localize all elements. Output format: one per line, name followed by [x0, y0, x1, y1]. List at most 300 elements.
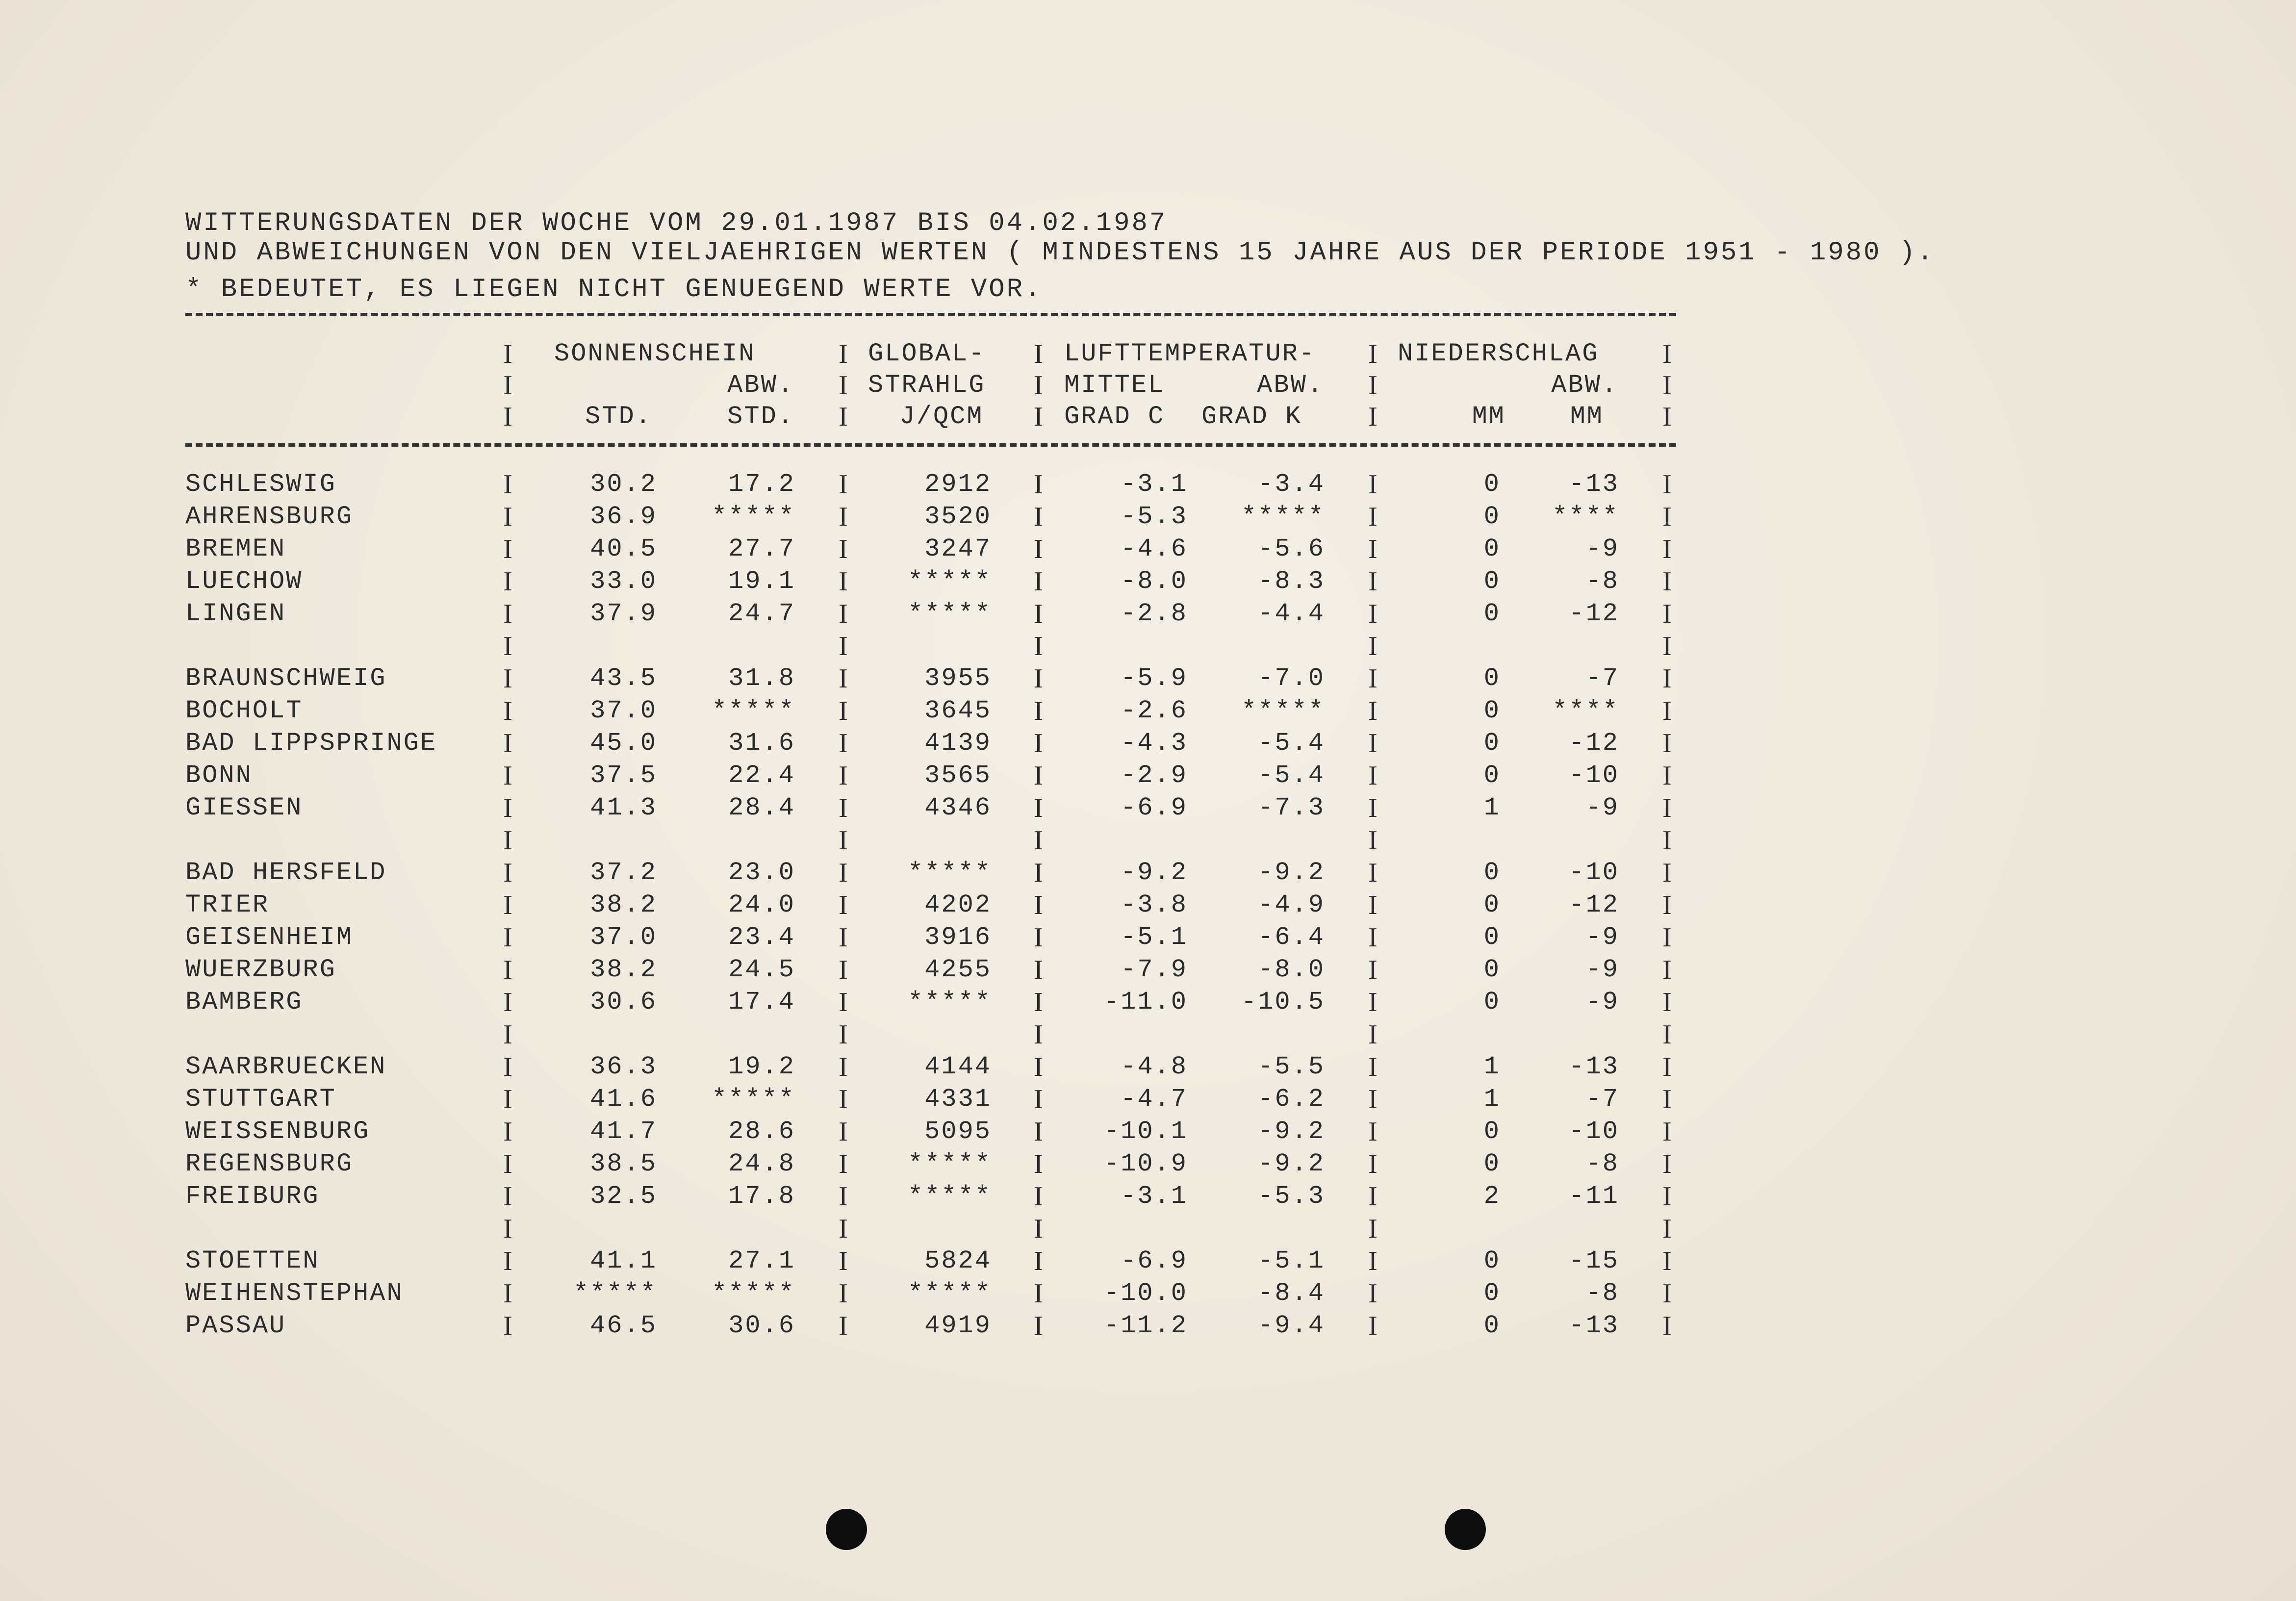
row-separator: I [503, 728, 514, 759]
global-radiation: 4139 [924, 729, 992, 758]
row-separator: I [839, 663, 849, 694]
row-separator: I [503, 469, 514, 500]
row-separator: I [1662, 566, 1673, 597]
row-separator: I [1034, 534, 1045, 564]
row-separator: I [1662, 502, 1673, 532]
sun-hours: 37.2 [590, 858, 657, 887]
row-separator: I [1034, 1278, 1045, 1309]
header-separator: I [839, 339, 849, 369]
row-separator: I [1368, 922, 1379, 953]
row-separator: I [1662, 858, 1673, 888]
row-separator: I [839, 502, 849, 532]
row-separator: I [503, 663, 514, 694]
precipitation: 0 [1483, 1279, 1501, 1308]
sun-hours: 32.5 [590, 1182, 657, 1211]
global-radiation: ***** [907, 599, 992, 628]
temp-mean: -5.3 [1121, 502, 1188, 531]
row-separator: I [839, 922, 849, 953]
station-name: TRIER [185, 890, 270, 919]
header-separator: I [1662, 370, 1673, 401]
row-separator: I [839, 1149, 849, 1179]
row-separator: I [503, 1149, 514, 1179]
row-separator: I [1034, 922, 1045, 953]
row-separator: I [839, 1117, 849, 1147]
row-separator: I [839, 955, 849, 985]
blank-row-separator: I [503, 1214, 514, 1244]
sun-hours: 37.5 [590, 761, 657, 790]
station-name: STUTTGART [185, 1085, 336, 1114]
sun-hours: 30.2 [590, 470, 657, 499]
temp-deviation: -5.4 [1258, 761, 1325, 790]
header-separator: I [1034, 402, 1045, 432]
global-radiation: 4202 [924, 890, 992, 919]
row-separator: I [503, 599, 514, 629]
precipitation-deviation: -12 [1569, 599, 1619, 628]
temp-deviation: -5.6 [1258, 534, 1325, 563]
sun-deviation: ***** [711, 1279, 795, 1308]
header-separator: I [1368, 402, 1379, 432]
row-separator: I [1368, 1311, 1379, 1341]
global-radiation: 3565 [924, 761, 992, 790]
blank-row-separator: I [1368, 1019, 1379, 1050]
global-radiation: ***** [907, 567, 992, 596]
header-sonnenschein: SONNENSCHEIN [554, 339, 756, 368]
row-separator: I [1662, 955, 1673, 985]
temp-mean: -2.9 [1121, 761, 1188, 790]
row-separator: I [1034, 566, 1045, 597]
row-separator: I [1034, 1246, 1045, 1276]
station-name: PASSAU [185, 1311, 286, 1340]
header-rule [185, 443, 1676, 447]
precipitation-deviation: -8 [1585, 1149, 1619, 1178]
blank-row-separator: I [1662, 1019, 1673, 1050]
row-separator: I [1662, 922, 1673, 953]
sun-deviation: 27.1 [728, 1246, 795, 1275]
row-separator: I [503, 566, 514, 597]
temp-deviation: -7.3 [1258, 793, 1325, 822]
header-nied-abw: ABW. [1551, 371, 1618, 400]
row-separator: I [1368, 987, 1379, 1017]
row-separator: I [1034, 987, 1045, 1017]
temp-mean: -7.9 [1121, 955, 1188, 984]
precipitation: 0 [1483, 696, 1501, 725]
header-strahlg: STRAHLG [868, 371, 986, 400]
temp-deviation: -3.4 [1258, 470, 1325, 499]
precipitation-deviation: -12 [1569, 890, 1619, 919]
sun-hours: 45.0 [590, 729, 657, 758]
sun-hours: 38.2 [590, 955, 657, 984]
row-separator: I [1034, 793, 1045, 823]
row-separator: I [839, 987, 849, 1017]
row-separator: I [1662, 599, 1673, 629]
blank-row-separator: I [503, 1019, 514, 1050]
row-separator: I [1034, 502, 1045, 532]
station-name: BAD HERSFELD [185, 858, 387, 887]
row-separator: I [1034, 955, 1045, 985]
sun-hours: 40.5 [590, 534, 657, 563]
row-separator: I [1662, 1278, 1673, 1309]
row-separator: I [1368, 599, 1379, 629]
header-separator: I [1034, 370, 1045, 401]
header-nied-abw-unit: MM [1570, 402, 1604, 431]
station-name: BOCHOLT [185, 696, 303, 725]
row-separator: I [1662, 696, 1673, 726]
precipitation-deviation: -13 [1569, 1052, 1619, 1081]
precipitation-deviation: -12 [1569, 729, 1619, 758]
temp-deviation: -5.3 [1258, 1182, 1325, 1211]
precipitation: 0 [1483, 955, 1501, 984]
station-name: LINGEN [185, 599, 286, 628]
precipitation-deviation: -10 [1569, 1117, 1619, 1146]
title-line-1: WITTERUNGSDATEN DER WOCHE VOM 29.01.1987 BIS 04.02.1987 [185, 208, 1168, 238]
temp-deviation: -10.5 [1241, 988, 1325, 1017]
row-separator: I [1368, 696, 1379, 726]
station-name: LUECHOW [185, 567, 303, 596]
row-separator: I [1662, 1149, 1673, 1179]
temp-deviation: -9.2 [1258, 1117, 1325, 1146]
temp-mean: -3.1 [1121, 1182, 1188, 1211]
temp-deviation: -5.5 [1258, 1052, 1325, 1081]
row-separator: I [839, 1246, 849, 1276]
sun-deviation: 23.4 [728, 923, 795, 952]
temp-mean: -4.3 [1121, 729, 1188, 758]
temp-deviation: -8.3 [1258, 567, 1325, 596]
temp-mean: -6.9 [1121, 1246, 1188, 1275]
temp-deviation: -7.0 [1258, 664, 1325, 693]
precipitation: 0 [1483, 470, 1501, 499]
blank-row-separator: I [1034, 1019, 1045, 1050]
row-separator: I [1368, 955, 1379, 985]
station-name: WUERZBURG [185, 955, 336, 984]
temp-mean: -4.7 [1121, 1085, 1188, 1114]
sun-deviation: 28.6 [728, 1117, 795, 1146]
station-name: GEISENHEIM [185, 923, 354, 952]
global-radiation: 2912 [924, 470, 992, 499]
blank-row-separator: I [1662, 825, 1673, 856]
temp-mean: -11.2 [1103, 1311, 1188, 1340]
row-separator: I [1368, 469, 1379, 500]
sun-deviation: 31.6 [728, 729, 795, 758]
temp-mean: -10.9 [1103, 1149, 1188, 1178]
row-separator: I [839, 1052, 849, 1082]
precipitation: 0 [1483, 1246, 1501, 1275]
sun-deviation: 22.4 [728, 761, 795, 790]
precipitation: 0 [1483, 1149, 1501, 1178]
punch-hole-right [1445, 1509, 1486, 1550]
sun-deviation: 24.7 [728, 599, 795, 628]
row-separator: I [1368, 1084, 1379, 1115]
sun-hours: 38.5 [590, 1149, 657, 1178]
blank-row-separator: I [839, 1214, 849, 1244]
blank-row-separator: I [1368, 1214, 1379, 1244]
row-separator: I [1662, 890, 1673, 920]
row-separator: I [503, 1084, 514, 1115]
row-separator: I [1368, 793, 1379, 823]
row-separator: I [1368, 890, 1379, 920]
precipitation-deviation: -9 [1585, 793, 1619, 822]
precipitation-deviation: -8 [1585, 1279, 1619, 1308]
row-separator: I [1034, 1117, 1045, 1147]
station-name: STOETTEN [185, 1246, 320, 1275]
station-name: BAMBERG [185, 988, 303, 1017]
sun-hours: 37.0 [590, 696, 657, 725]
row-separator: I [1368, 502, 1379, 532]
sun-hours: 41.7 [590, 1117, 657, 1146]
header-sun-abw: ABW. [727, 371, 794, 400]
temp-mean: -3.8 [1121, 890, 1188, 919]
precipitation: 0 [1483, 890, 1501, 919]
row-separator: I [1662, 1246, 1673, 1276]
station-name: WEIHENSTEPHAN [185, 1279, 404, 1308]
precipitation: 0 [1483, 664, 1501, 693]
row-separator: I [1034, 599, 1045, 629]
header-abw-unit: GRAD K [1201, 402, 1302, 431]
row-separator: I [839, 793, 849, 823]
row-separator: I [839, 1084, 849, 1115]
station-name: AHRENSBURG [185, 502, 354, 531]
temp-mean: -4.8 [1121, 1052, 1188, 1081]
row-separator: I [503, 1278, 514, 1309]
temp-mean: -4.6 [1121, 534, 1188, 563]
temp-mean: -2.6 [1121, 696, 1188, 725]
precipitation-deviation: **** [1552, 502, 1619, 531]
row-separator: I [839, 858, 849, 888]
blank-row-separator: I [1034, 825, 1045, 856]
station-name: GIESSEN [185, 793, 303, 822]
precipitation: 0 [1483, 858, 1501, 887]
global-radiation: 3520 [924, 502, 992, 531]
blank-row-separator: I [503, 631, 514, 661]
global-radiation: 4919 [924, 1311, 992, 1340]
temp-deviation: -5.1 [1258, 1246, 1325, 1275]
row-separator: I [503, 1311, 514, 1341]
precipitation: 0 [1483, 567, 1501, 596]
precipitation-deviation: -15 [1569, 1246, 1619, 1275]
blank-row-separator: I [839, 1019, 849, 1050]
sun-deviation: 17.2 [728, 470, 795, 499]
blank-row-separator: I [1034, 1214, 1045, 1244]
sun-hours: 37.0 [590, 923, 657, 952]
temp-mean: -6.9 [1121, 793, 1188, 822]
header-separator: I [503, 402, 514, 432]
precipitation-deviation: -8 [1585, 567, 1619, 596]
row-separator: I [1034, 1181, 1045, 1212]
header-lufttemperatur: LUFTTEMPERATUR- [1064, 339, 1316, 368]
precipitation: 2 [1483, 1182, 1501, 1211]
sun-deviation: 17.8 [728, 1182, 795, 1211]
global-radiation: ***** [907, 988, 992, 1017]
sun-deviation: 19.1 [728, 567, 795, 596]
header-separator: I [1034, 339, 1045, 369]
row-separator: I [1034, 858, 1045, 888]
row-separator: I [503, 1181, 514, 1212]
sun-deviation: 24.8 [728, 1149, 795, 1178]
row-separator: I [503, 1117, 514, 1147]
row-separator: I [1368, 728, 1379, 759]
row-separator: I [1368, 663, 1379, 694]
row-separator: I [1662, 1181, 1673, 1212]
row-separator: I [839, 599, 849, 629]
temp-deviation: -9.2 [1258, 1149, 1325, 1178]
precipitation: 0 [1483, 1117, 1501, 1146]
global-radiation: 3247 [924, 534, 992, 563]
row-separator: I [839, 566, 849, 597]
station-name: BONN [185, 761, 253, 790]
precipitation-deviation: -9 [1585, 923, 1619, 952]
header-separator: I [839, 370, 849, 401]
header-separator: I [1662, 402, 1673, 432]
precipitation: 0 [1483, 1311, 1501, 1340]
row-separator: I [839, 1181, 849, 1212]
row-separator: I [503, 987, 514, 1017]
temp-mean: -11.0 [1103, 988, 1188, 1017]
sun-hours: 41.1 [590, 1246, 657, 1275]
station-name: SAARBRUECKEN [185, 1052, 387, 1081]
sun-deviation: 19.2 [728, 1052, 795, 1081]
row-separator: I [1368, 761, 1379, 791]
punch-hole-left [826, 1509, 867, 1550]
row-separator: I [1662, 987, 1673, 1017]
row-separator: I [503, 696, 514, 726]
precipitation: 0 [1483, 534, 1501, 563]
precipitation-deviation: -9 [1585, 955, 1619, 984]
global-radiation: 5095 [924, 1117, 992, 1146]
row-separator: I [839, 728, 849, 759]
global-radiation: ***** [907, 1182, 992, 1211]
precipitation: 1 [1483, 1052, 1501, 1081]
global-radiation: 4331 [924, 1085, 992, 1114]
global-radiation: ***** [907, 1149, 992, 1178]
blank-row-separator: I [1368, 631, 1379, 661]
global-radiation: 4144 [924, 1052, 992, 1081]
global-radiation: ***** [907, 1279, 992, 1308]
row-separator: I [503, 1052, 514, 1082]
row-separator: I [1034, 1052, 1045, 1082]
precipitation: 0 [1483, 729, 1501, 758]
temp-deviation: -6.4 [1258, 923, 1325, 952]
sun-deviation: 28.4 [728, 793, 795, 822]
temp-deviation: -6.2 [1258, 1085, 1325, 1114]
header-separator: I [1368, 339, 1379, 369]
row-separator: I [1034, 761, 1045, 791]
precipitation-deviation: -9 [1585, 534, 1619, 563]
precipitation-deviation: -10 [1569, 858, 1619, 887]
temp-deviation: ***** [1241, 502, 1325, 531]
precipitation-deviation: -13 [1569, 470, 1619, 499]
row-separator: I [1662, 793, 1673, 823]
sun-hours: 46.5 [590, 1311, 657, 1340]
sun-deviation: ***** [711, 696, 795, 725]
sun-hours: 36.9 [590, 502, 657, 531]
header-sun-abw-unit: STD. [727, 402, 794, 431]
row-separator: I [1368, 1149, 1379, 1179]
blank-row-separator: I [839, 825, 849, 856]
row-separator: I [1034, 890, 1045, 920]
blank-row-separator: I [1034, 631, 1045, 661]
station-name: BREMEN [185, 534, 286, 563]
sun-deviation: 24.5 [728, 955, 795, 984]
row-separator: I [1034, 1084, 1045, 1115]
sun-hours: ***** [573, 1279, 657, 1308]
precipitation: 0 [1483, 502, 1501, 531]
row-separator: I [1034, 663, 1045, 694]
row-separator: I [1368, 1052, 1379, 1082]
header-separator: I [503, 339, 514, 369]
row-separator: I [839, 761, 849, 791]
sun-deviation: 24.0 [728, 890, 795, 919]
sun-deviation: 30.6 [728, 1311, 795, 1340]
global-radiation: ***** [907, 858, 992, 887]
row-separator: I [1662, 1311, 1673, 1341]
station-name: WEISSENBURG [185, 1117, 370, 1146]
row-separator: I [503, 890, 514, 920]
row-separator: I [1368, 1246, 1379, 1276]
sun-hours: 30.6 [590, 988, 657, 1017]
row-separator: I [1034, 1149, 1045, 1179]
header-separator: I [503, 370, 514, 401]
header-temp-abw: ABW. [1257, 371, 1324, 400]
precipitation-deviation: -7 [1585, 1085, 1619, 1114]
row-separator: I [839, 696, 849, 726]
sun-deviation: 31.8 [728, 664, 795, 693]
row-separator: I [1368, 534, 1379, 564]
blank-row-separator: I [503, 825, 514, 856]
sun-deviation: 27.7 [728, 534, 795, 563]
row-separator: I [1034, 469, 1045, 500]
row-separator: I [503, 955, 514, 985]
temp-deviation: -8.4 [1258, 1279, 1325, 1308]
row-separator: I [1368, 1117, 1379, 1147]
sun-hours: 38.2 [590, 890, 657, 919]
row-separator: I [1368, 566, 1379, 597]
temp-mean: -5.1 [1121, 923, 1188, 952]
row-separator: I [1662, 1084, 1673, 1115]
header-global: GLOBAL- [868, 339, 986, 368]
sun-hours: 41.6 [590, 1085, 657, 1114]
header-separator: I [1368, 370, 1379, 401]
blank-row-separator: I [1368, 825, 1379, 856]
temp-deviation: -4.4 [1258, 599, 1325, 628]
row-separator: I [839, 1278, 849, 1309]
sun-deviation: 17.4 [728, 988, 795, 1017]
row-separator: I [503, 502, 514, 532]
row-separator: I [503, 1246, 514, 1276]
global-radiation: 3916 [924, 923, 992, 952]
precipitation: 1 [1483, 1085, 1501, 1114]
global-radiation: 4255 [924, 955, 992, 984]
station-name: BAD LIPPSPRINGE [185, 729, 437, 758]
sun-hours: 41.3 [590, 793, 657, 822]
temp-deviation: -8.0 [1258, 955, 1325, 984]
row-separator: I [503, 761, 514, 791]
header-sun-std-unit: STD. [585, 402, 652, 431]
row-separator: I [1368, 858, 1379, 888]
temp-mean: -2.8 [1121, 599, 1188, 628]
header-global-unit: J/QCM [899, 402, 984, 431]
precipitation: 0 [1483, 988, 1501, 1017]
blank-row-separator: I [1662, 1214, 1673, 1244]
row-separator: I [1034, 696, 1045, 726]
precipitation: 0 [1483, 923, 1501, 952]
precipitation: 1 [1483, 793, 1501, 822]
station-name: FREIBURG [185, 1182, 320, 1211]
blank-row-separator: I [1662, 631, 1673, 661]
sun-hours: 36.3 [590, 1052, 657, 1081]
row-separator: I [839, 534, 849, 564]
header-separator: I [1662, 339, 1673, 369]
precipitation-deviation: -10 [1569, 761, 1619, 790]
sun-hours: 43.5 [590, 664, 657, 693]
